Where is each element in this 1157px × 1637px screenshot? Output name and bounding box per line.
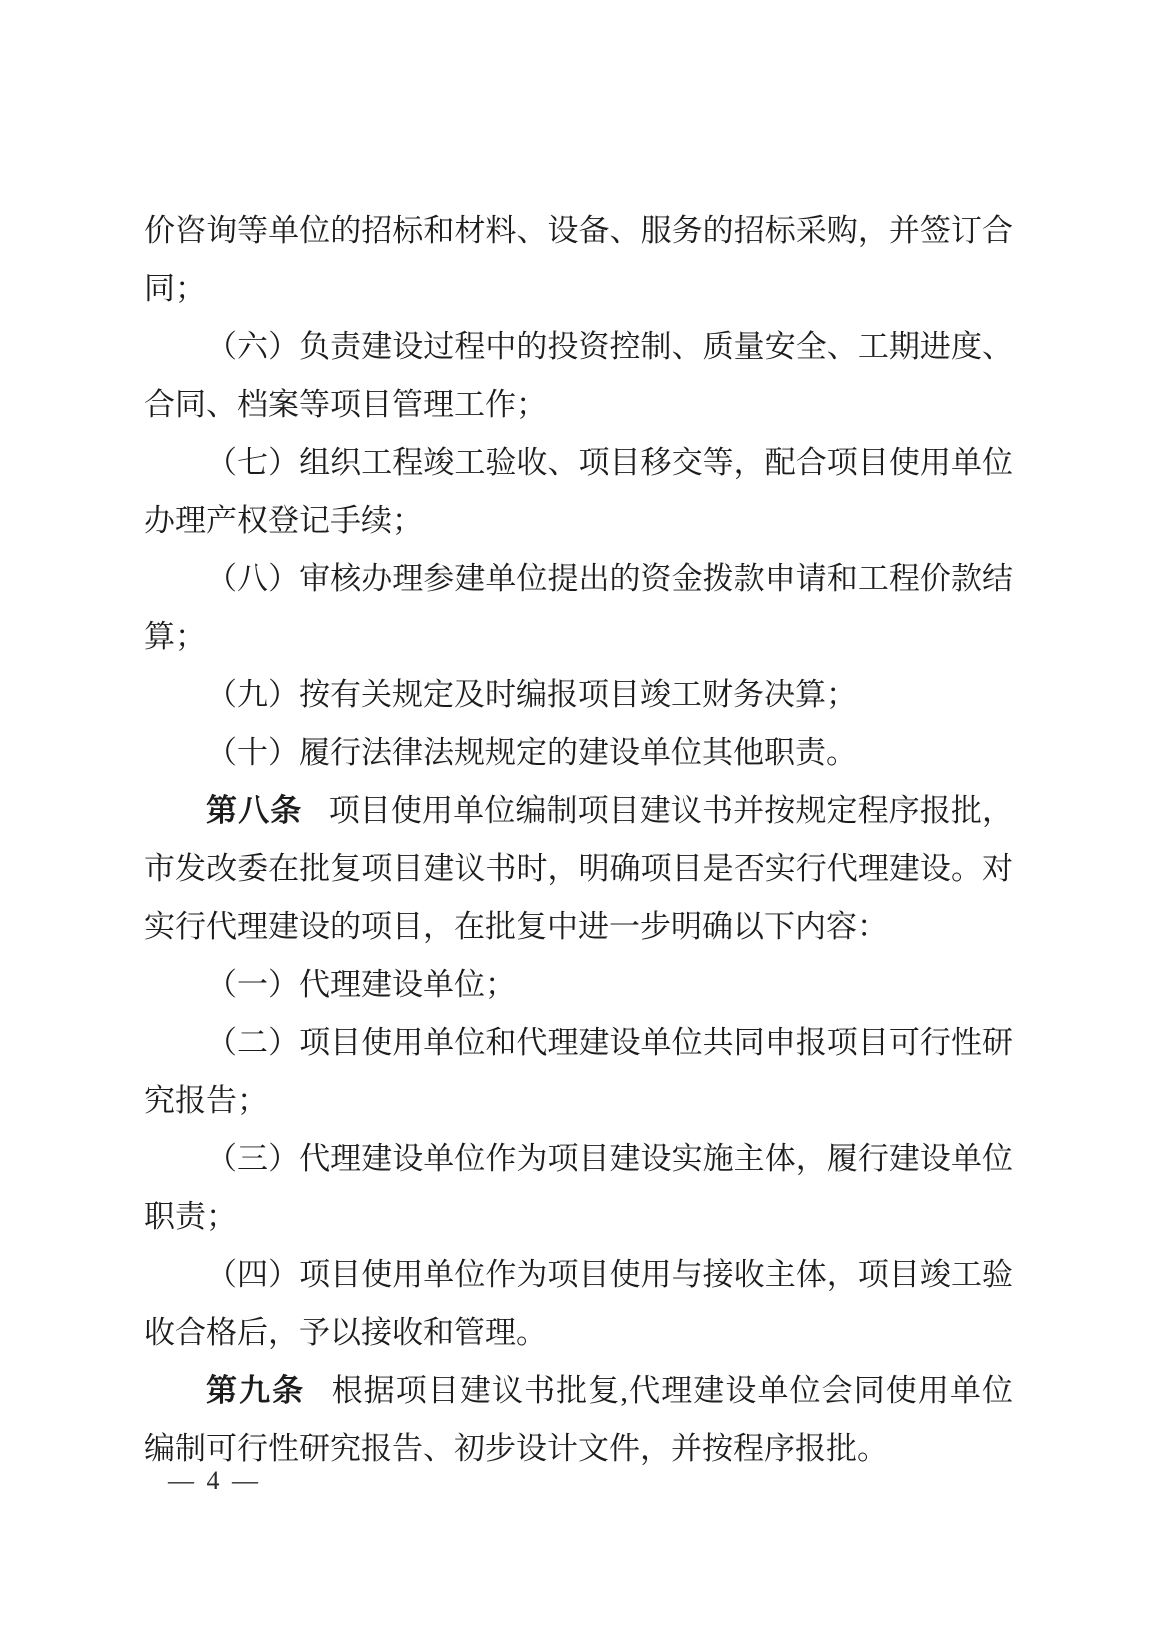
paragraph-article-9: [144, 1362, 1013, 1478]
paragraph: [144, 202, 1013, 318]
paragraph-text: 根据项目建议书批复,代理建设单位会同使用单位编制可行性研究报告、初步设计文件，并按程序报批。: [144, 1373, 1014, 1466]
paragraph-text: 价咨询等单位的招标和材料、设备、服务的招标采购，并签订合同；: [144, 213, 1013, 306]
paragraph: [144, 434, 1013, 550]
paragraph: [144, 956, 1013, 1014]
article-number: 第八条: [206, 793, 303, 828]
paragraph-text: （一）代理建设单位；: [206, 967, 516, 1002]
paragraph: [144, 666, 1013, 724]
paragraph-text: （六）负责建设过程中的投资控制、质量安全、工期进度、合同、档案等项目管理工作；: [144, 329, 1013, 422]
paragraph: [144, 318, 1013, 434]
paragraph-text: （三）代理建设单位作为项目建设实施主体，履行建设单位职责；: [144, 1141, 1013, 1234]
paragraph-text: （二）项目使用单位和代理建设单位共同申报项目可行性研究报告；: [144, 1025, 1013, 1118]
document-body: [144, 202, 1013, 1478]
paragraph: [144, 550, 1013, 666]
paragraph-text: （四）项目使用单位作为项目使用与接收主体，项目竣工验收合格后，予以接收和管理。: [144, 1257, 1013, 1350]
paragraph: [144, 1246, 1013, 1362]
article-number: 第九条: [206, 1373, 306, 1408]
paragraph-text: （九）按有关规定及时编报项目竣工财务决算；: [206, 677, 857, 712]
paragraph: [144, 1130, 1013, 1246]
paragraph: [144, 724, 1013, 782]
paragraph-article-8: [144, 782, 1013, 956]
paragraph: [144, 1014, 1013, 1130]
paragraph-text: （十）履行法律法规规定的建设单位其他职责。: [206, 735, 857, 770]
paragraph-text: （七）组织工程竣工验收、项目移交等，配合项目使用单位办理产权登记手续；: [144, 445, 1013, 538]
paragraph-text: （八）审核办理参建单位提出的资金拨款申请和工程价款结算；: [144, 561, 1013, 654]
page-number: — 4 —: [168, 1466, 261, 1495]
paragraph-text: 项目使用单位编制项目建议书并按规定程序报批，市发改委在批复项目建议书时，明确项目是否实行代理建设。对实行代理建设的项目，在批复中进一步明确以下内容：: [144, 793, 1014, 944]
